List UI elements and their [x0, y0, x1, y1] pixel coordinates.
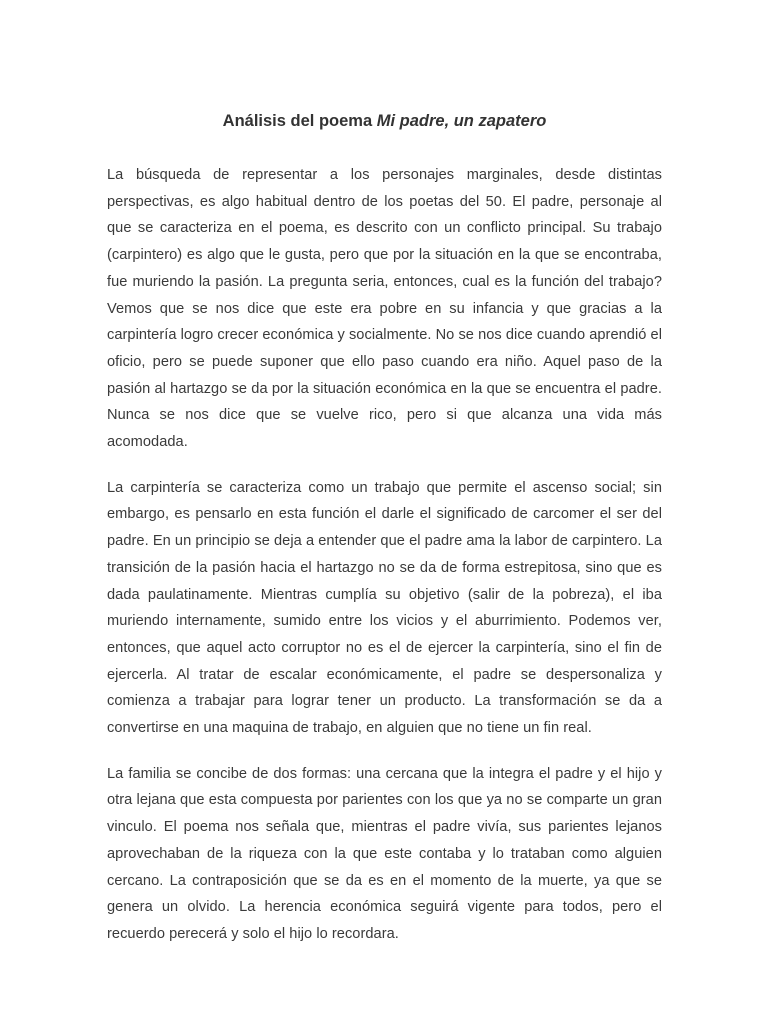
paragraph-1: La búsqueda de representar a los personajes marginales, desde distintas perspectivas, es algo habitual dentro de los poetas del 50. El padre, personaje al que se caracteriza en el poema, es descrito con un conflicto principal. Su trabajo (carpintero) es algo que le gusta, pero que por la situación en la que se encontraba, fue muriendo la pasión. La pregunta seria, entonces, cual es la función del trabajo? Vemos que se nos dice que este era pobre en su infancia y que gracias a la carpintería logro crecer económica y socialmente. No se nos dice cuando aprendió el oficio, pero se puede suponer que ello paso cuando era niño. Aquel paso de la pasión al hartazgo se da por la situación económica en la que se encuentra el padre. Nunca se nos dice que se vuelve rico, pero si que alcanza una vida más acomodada.	[107, 167, 662, 451]
paragraph-3: La familia se concibe de dos formas: una cercana que la integra el padre y el hijo y otra lejana que esta compuesta por parientes con los que ya no se comparte un gran vinculo. El poema nos señala que, mientras el padre vivía, sus parientes lejanos aprovechaban de la riqueza con la que este contaba y lo trataban como alguien cercano. La contraposición que se da es en el momento de la muerte, ya que se genera un olvido. La herencia económica seguirá vigente para todos, pero el recuerdo perecerá y solo el hijo lo recordara.	[107, 765, 662, 942]
title-poem-name: Mi padre, un zapatero	[376, 112, 547, 130]
title-prefix: Análisis del poema	[222, 112, 377, 130]
paragraph-2: La carpintería se caracteriza como un trabajo que permite el ascenso social; sin embargo, es pensarlo en esta función el darle el significado de carcomer el ser del padre. En un principio se deja a entender que el padre ama la labor de carpintero. La transición de la pasión hacia el hartazgo no se da de forma estrepitosa, sino que es dada paulatinamente. Mientras cumplía su objetivo (salir de la pobreza), el iba muriendo internamente, sumido entre los vicios y el aburrimiento. Podemos ver, entonces, que aquel acto corruptor no es el de ejercer la carpintería, sino el fin de ejercerla. Al tratar de escalar económicamente, el padre se despersonaliza y comienza a trabajar para lograr tener un producto. La transformación se da a convertirse en una maquina de trabajo, en alguien que no tiene un fin real.	[107, 479, 662, 737]
document-page	[107, 108, 662, 967]
document-title	[107, 108, 662, 134]
